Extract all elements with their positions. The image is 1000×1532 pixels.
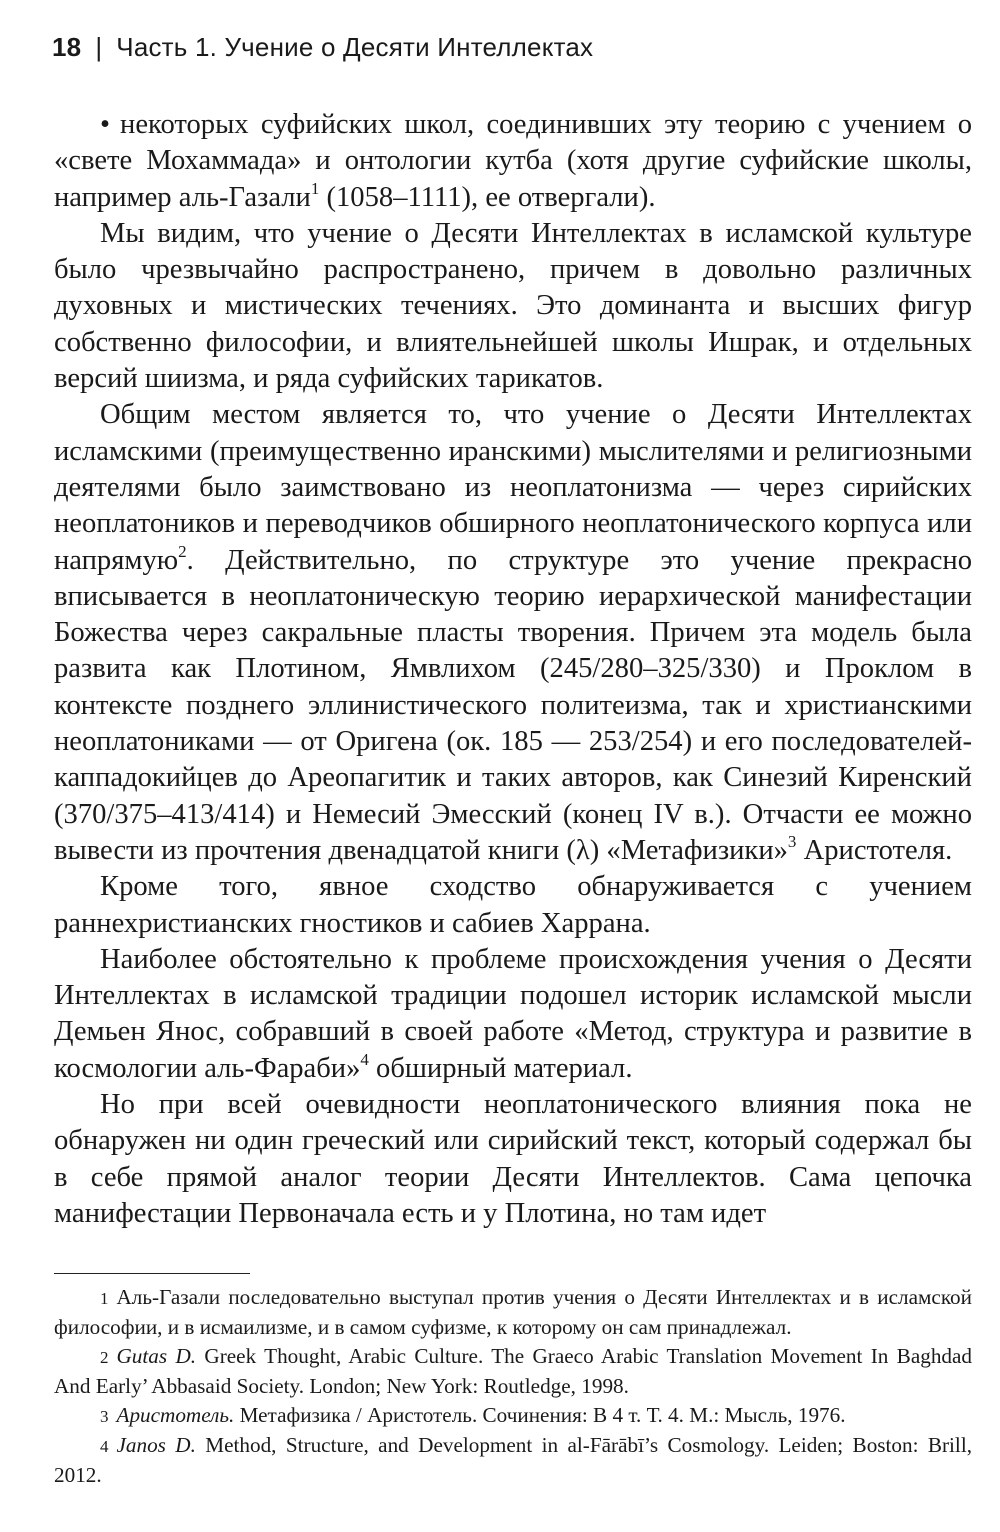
chapter-title: Часть 1. Учение о Десяти Интеллектах: [116, 32, 594, 62]
footnote-ref-3[interactable]: 3: [787, 831, 797, 851]
footnote-1: [54, 1283, 972, 1342]
footnote-text: Greek Thought, Arabic Culture. The Graeco Arabic Translation Movement In Baghdad And Early’ Abbasaid Society. London; New York: Routledge, 1998.: [54, 1343, 972, 1399]
paragraph-text: Но при всей очевидности неоплатонического влияния пока не обнаружен ни один греческий или сирийский текст, который содержал бы в себе прямой аналог теории Десяти Интеллектов. Сама цепочка манифестации Первоначала есть и у Плотина, но там идет: [54, 1089, 972, 1229]
paragraph: [54, 397, 972, 869]
footnote-number: 4: [100, 1437, 109, 1457]
footnote-number: 2: [100, 1347, 109, 1367]
footnote-2: [54, 1342, 972, 1401]
paragraph-text: Общим местом является то, что учение о Десяти Интеллектах исламскими (преимущественно иранскими) мыслителями и религиозными деятелями было заимствовано из неоплатонизма — через сирийских неоплатоников и переводчиков обширного неоплатонического корпуса или напрямую: [54, 399, 972, 576]
footnote-3: [54, 1401, 972, 1431]
bullet-icon: •: [100, 109, 111, 140]
footnote-author: Gutas D.: [116, 1343, 197, 1368]
paragraph-text: (1058–1111), ее отвергали).: [319, 181, 656, 213]
footnote-author: Аристотель.: [116, 1402, 235, 1427]
footnote-number: 3: [100, 1406, 109, 1426]
page-number: 18: [52, 32, 82, 62]
running-head: [52, 30, 593, 64]
footnotes: [54, 1283, 972, 1490]
paragraph-text: некоторых суфийских школ, соединивших эту теорию с учением о «свете Мохаммада» и онтологии кутба (хотя другие суфийские школы, например аль-Газали: [54, 109, 972, 213]
paragraph: [54, 942, 972, 1087]
footnote-number: 1: [100, 1289, 109, 1308]
paragraph: [54, 216, 972, 397]
footnote-text: Метафизика / Аристотель. Сочинения: В 4 т. Т. 4. М.: Мысль, 1976.: [234, 1402, 846, 1427]
paragraph-text: Наиболее обстоятельно к проблеме происхождения учения о Десяти Интеллектах в исламской традиции подошел историк исламской мысли Демьен Янос, собравший в своей работе «Метод, структура и развитие в космологии аль-Фараби»: [54, 943, 972, 1084]
paragraph-bullet-item: [54, 107, 972, 216]
footnote-text: Method, Structure, and Development in al-Fārābī’s Cosmology. Leiden; Boston: Brill, 2012.: [54, 1433, 973, 1488]
footnote-ref-1[interactable]: 1: [310, 178, 320, 198]
paragraph-text: обширный материал.: [368, 1052, 633, 1084]
footnote-text: Аль-Газали последовательно выступал против учения о Десяти Интеллектах и в исламской философии, и в исмаилизме, и в самом суфизме, к которому он сам принадлежал.: [54, 1285, 972, 1340]
footnote-divider: [54, 1273, 250, 1274]
paragraph: [54, 869, 972, 942]
paragraph: [54, 1087, 972, 1232]
main-text: [54, 107, 972, 1232]
header-separator: |: [95, 32, 103, 62]
footnote-ref-2[interactable]: 2: [178, 541, 187, 561]
paragraph-text: Аристотеля.: [796, 834, 953, 866]
footnote-4: [54, 1431, 972, 1490]
paragraph-text: Мы видим, что учение о Десяти Интеллектах в исламской культуре было чрезвычайно распространено, причем в довольно различных духовных и мистических течениях. Это доминанта и высших фигур собственно философии, и влиятельнейшей школы Ишрак, и отдельных версий шиизма, и ряда суфийских тарикатов.: [54, 217, 972, 395]
footnote-ref-4[interactable]: 4: [360, 1049, 369, 1069]
paragraph-text: . Действительно, по структуре это учение прекрасно вписывается в неоплатоническую теорию иерархической манифестации Божества через сакральные пласты творения. Причем эта модель была развита как Плотином, Ямвлихом (245/280–325/330) и Проклом в контексте позднего эллинистического политеизма, так и христианскими неоплатониками — от Оригена (ок. 185 — 253/254) и его последователей-каппадокийцев до Ареопагитик и таких авторов, как Синезий Киренский (370/375–413/414) и Немесий Эмесский (конец IV в.). Отчасти ее можно вывести из прочтения двенадцатой книги (λ) «Метафизики»: [54, 544, 972, 866]
footnote-author: Janos D.: [116, 1433, 196, 1458]
paragraph-text: Кроме того, явное сходство обнаруживается с учением раннехристианских гностиков и сабиев Харрана.: [54, 871, 972, 939]
